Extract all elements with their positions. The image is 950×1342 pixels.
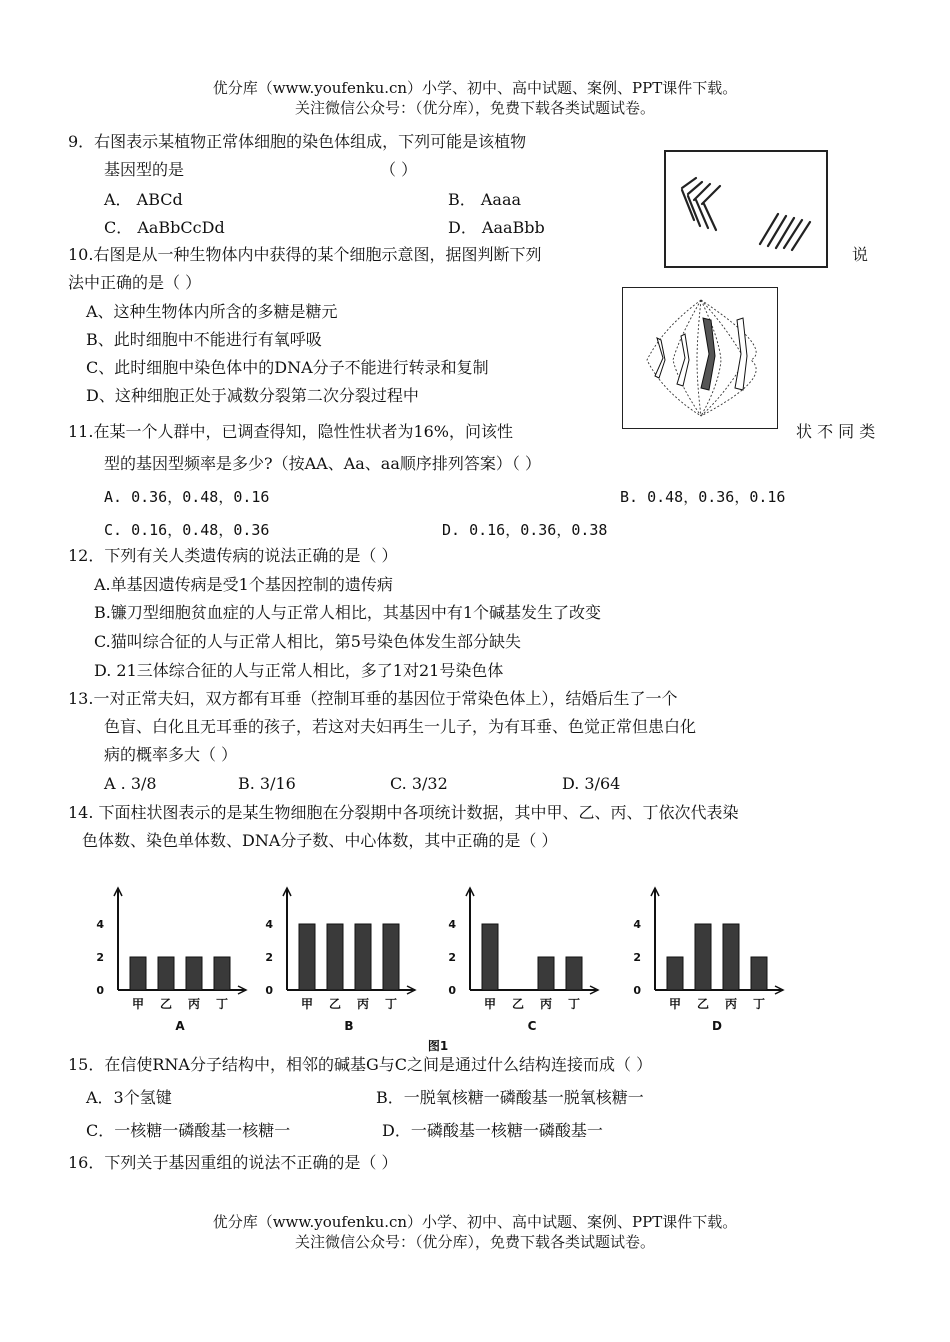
- q11-stem-tail: 状 不 同 类: [796, 422, 876, 441]
- chart-a-x-tick-label: 乙: [159, 997, 173, 1011]
- q14-stem: 14. 下面柱状图表示的是某生物细胞在分裂期中各项统计数据，其中甲、乙、丙、丁依次代表染: [68, 803, 739, 822]
- chart-c-bar-4: [566, 957, 582, 990]
- chart-a-bar-2: [158, 957, 174, 990]
- chart-c-y-tick-label: 2: [448, 951, 456, 964]
- q9-option-b: B． Aaaa: [448, 190, 522, 209]
- chart-a-y-tick-label: 2: [96, 951, 104, 964]
- chart-b-x-tick-label: 丁: [384, 997, 398, 1011]
- chart-a-x-tick-label: 丁: [215, 997, 229, 1011]
- q10-stem: 10.右图是从一种生物体内中获得的某个细胞示意图，据图判断下列: [68, 245, 542, 264]
- q9-stem-2: 基因型的是: [104, 160, 185, 179]
- q11-option-c: C. 0.16，0.48，0.36: [104, 521, 270, 539]
- q15-option-a: A．3个氢键: [86, 1088, 172, 1107]
- chart-d-bar-4: [751, 957, 767, 990]
- chart-a-x-tick-label: 丙: [187, 997, 201, 1011]
- footer-line-1: 优分库（www.youfenku.cn）小学、初中、高中试题、案例、PPT课件下载。: [212, 1213, 738, 1231]
- q13-option-d: D. 3/64: [562, 774, 621, 793]
- q10-stem-tail: 说: [852, 245, 869, 264]
- q11-stem: 11.在某一个人群中，已调查得知，隐性性状者为16%，问该性: [68, 422, 514, 441]
- header-line-1: 优分库（www.youfenku.cn）小学、初中、高中试题、案例、PPT课件下载。: [212, 79, 738, 97]
- chart-c-y-tick-label: 0: [448, 984, 456, 997]
- chart-d-bar-2: [695, 924, 711, 990]
- q9-option-a: A． ABCd: [104, 190, 183, 209]
- q12-option-c: C.猫叫综合征的人与正常人相比，第5号染色体发生部分缺失: [94, 632, 521, 651]
- q10-option-a: A、这种生物体内所含的多糖是糖元: [86, 302, 338, 321]
- q11-stem-2: 型的基因型频率是多少?（按AA、Aa、aa顺序排列答案）（ ）: [104, 454, 541, 473]
- q13-option-c: C. 3/32: [390, 774, 448, 793]
- chart-d-title: D: [712, 1019, 722, 1033]
- q9-option-d: D． AaaBbb: [448, 218, 545, 237]
- q13-stem: 13.一对正常夫妇，双方都有耳垂（控制耳垂的基因位于常染色体上），结婚后生了一个: [68, 689, 678, 708]
- q16-stem: 16．下列关于基因重组的说法不正确的是（ ）: [68, 1153, 398, 1172]
- q13-stem-3: 病的概率多大（ ）: [104, 745, 238, 764]
- q9-stem: 9．右图表示某植物正常体细胞的染色体组成，下列可能是该植物: [68, 132, 527, 151]
- chart-c-x-tick-label: 丙: [539, 997, 553, 1011]
- chart-b-y-tick-label: 2: [265, 951, 273, 964]
- q10-stem-2: 法中正确的是（ ）: [68, 273, 202, 292]
- q11-option-d: D. 0.16，0.36，0.38: [442, 521, 608, 539]
- q9-option-c: C． AaBbCcDd: [104, 218, 225, 237]
- chart-d-y-tick-label: 2: [633, 951, 641, 964]
- chart-b-x-tick-label: 甲: [300, 997, 314, 1011]
- q15-option-d: D．一磷酸基一核糖一磷酸基一: [382, 1121, 603, 1140]
- q14-figure-caption: 图1: [427, 1039, 449, 1053]
- q12-stem: 12．下列有关人类遗传病的说法正确的是（ ）: [68, 546, 398, 565]
- chart-d-bar-1: [667, 957, 683, 990]
- footer-line-2: 关注微信公众号：（优分库），免费下载各类试题试卷。: [294, 1233, 655, 1251]
- chart-b-title: B: [344, 1019, 354, 1033]
- q10-option-c: C、此时细胞中染色体中的DNA分子不能进行转录和复制: [86, 358, 489, 377]
- q12-option-a: A.单基因遗传病是受1个基因控制的遗传病: [94, 575, 393, 594]
- chart-a-y-tick-label: 0: [96, 984, 104, 997]
- q15-option-b: B．一脱氧核糖一磷酸基一脱氧核糖一: [376, 1088, 644, 1107]
- q15-stem: 15．在信使RNA分子结构中，相邻的碱基G与C之间是通过什么结构连接而成（ ）: [68, 1055, 653, 1074]
- q10-option-d: D、这种细胞正处于减数分裂第二次分裂过程中: [86, 386, 419, 405]
- q13-option-b: B. 3/16: [238, 774, 296, 793]
- q10-option-b: B、此时细胞中不能进行有氧呼吸: [86, 330, 322, 349]
- chart-b-bar-2: [327, 924, 343, 990]
- chart-b-bar-3: [355, 924, 371, 990]
- q12-option-d: D. 21三体综合征的人与正常人相比，多了1对21号染色体: [94, 661, 504, 680]
- chromosome-figure-q9: [664, 150, 828, 268]
- chart-d-x-tick-label: 丁: [752, 997, 766, 1011]
- q11-option-a: A. 0.36，0.48，0.16: [104, 488, 270, 506]
- chart-d-bar-3: [723, 924, 739, 990]
- chart-b-x-tick-label: 乙: [328, 997, 342, 1011]
- q9-answer-paren: （ ）: [380, 160, 418, 179]
- q13-stem-2: 色盲、白化且无耳垂的孩子，若这对夫妇再生一儿子，为有耳垂、色觉正常但患白化: [104, 717, 697, 736]
- chart-b-bar-1: [299, 924, 315, 990]
- chart-b-y-tick-label: 0: [265, 984, 273, 997]
- chart-d-x-tick-label: 乙: [696, 997, 710, 1011]
- chart-a-bar-4: [214, 957, 230, 990]
- chromosome-lines: [666, 152, 826, 266]
- q12-option-b: B.镰刀型细胞贫血症的人与正常人相比，其基因中有1个碱基发生了改变: [94, 603, 602, 622]
- chart-c-bar-3: [538, 957, 554, 990]
- q13-option-a: A . 3/8: [104, 774, 157, 793]
- chart-a-bar-3: [186, 957, 202, 990]
- cell-spindle: [623, 288, 777, 428]
- chart-d-x-tick-label: 甲: [668, 997, 682, 1011]
- q11-option-b: B. 0.48，0.36，0.16: [620, 488, 786, 506]
- q14-stem-2: 色体数、染色单体数、DNA分子数、中心体数，其中正确的是（ ）: [82, 831, 558, 850]
- chart-c-title: C: [527, 1019, 537, 1033]
- chart-c-x-tick-label: 丁: [567, 997, 581, 1011]
- chart-c-bar-1: [482, 924, 498, 990]
- chart-b-x-tick-label: 丙: [356, 997, 370, 1011]
- chart-a-bar-1: [130, 957, 146, 990]
- cell-division-figure-q10: [622, 287, 778, 429]
- header-line-2: 关注微信公众号：（优分库），免费下载各类试题试卷。: [294, 99, 655, 117]
- chart-a-x-tick-label: 甲: [131, 997, 145, 1011]
- q14-bar-charts: [0, 870, 950, 1055]
- q15-option-c: C．一核糖一磷酸基一核糖一: [86, 1121, 291, 1140]
- chart-d-y-tick-label: 4: [633, 918, 641, 931]
- chart-b-y-tick-label: 4: [265, 918, 273, 931]
- chart-c-x-tick-label: 乙: [511, 997, 525, 1011]
- chart-a-y-tick-label: 4: [96, 918, 104, 931]
- chart-c-x-tick-label: 甲: [483, 997, 497, 1011]
- chart-c-y-tick-label: 4: [448, 918, 456, 931]
- chart-b-bar-4: [383, 924, 399, 990]
- chart-d-x-tick-label: 丙: [724, 997, 738, 1011]
- chart-a-title: A: [175, 1019, 185, 1033]
- chart-d-y-tick-label: 0: [633, 984, 641, 997]
